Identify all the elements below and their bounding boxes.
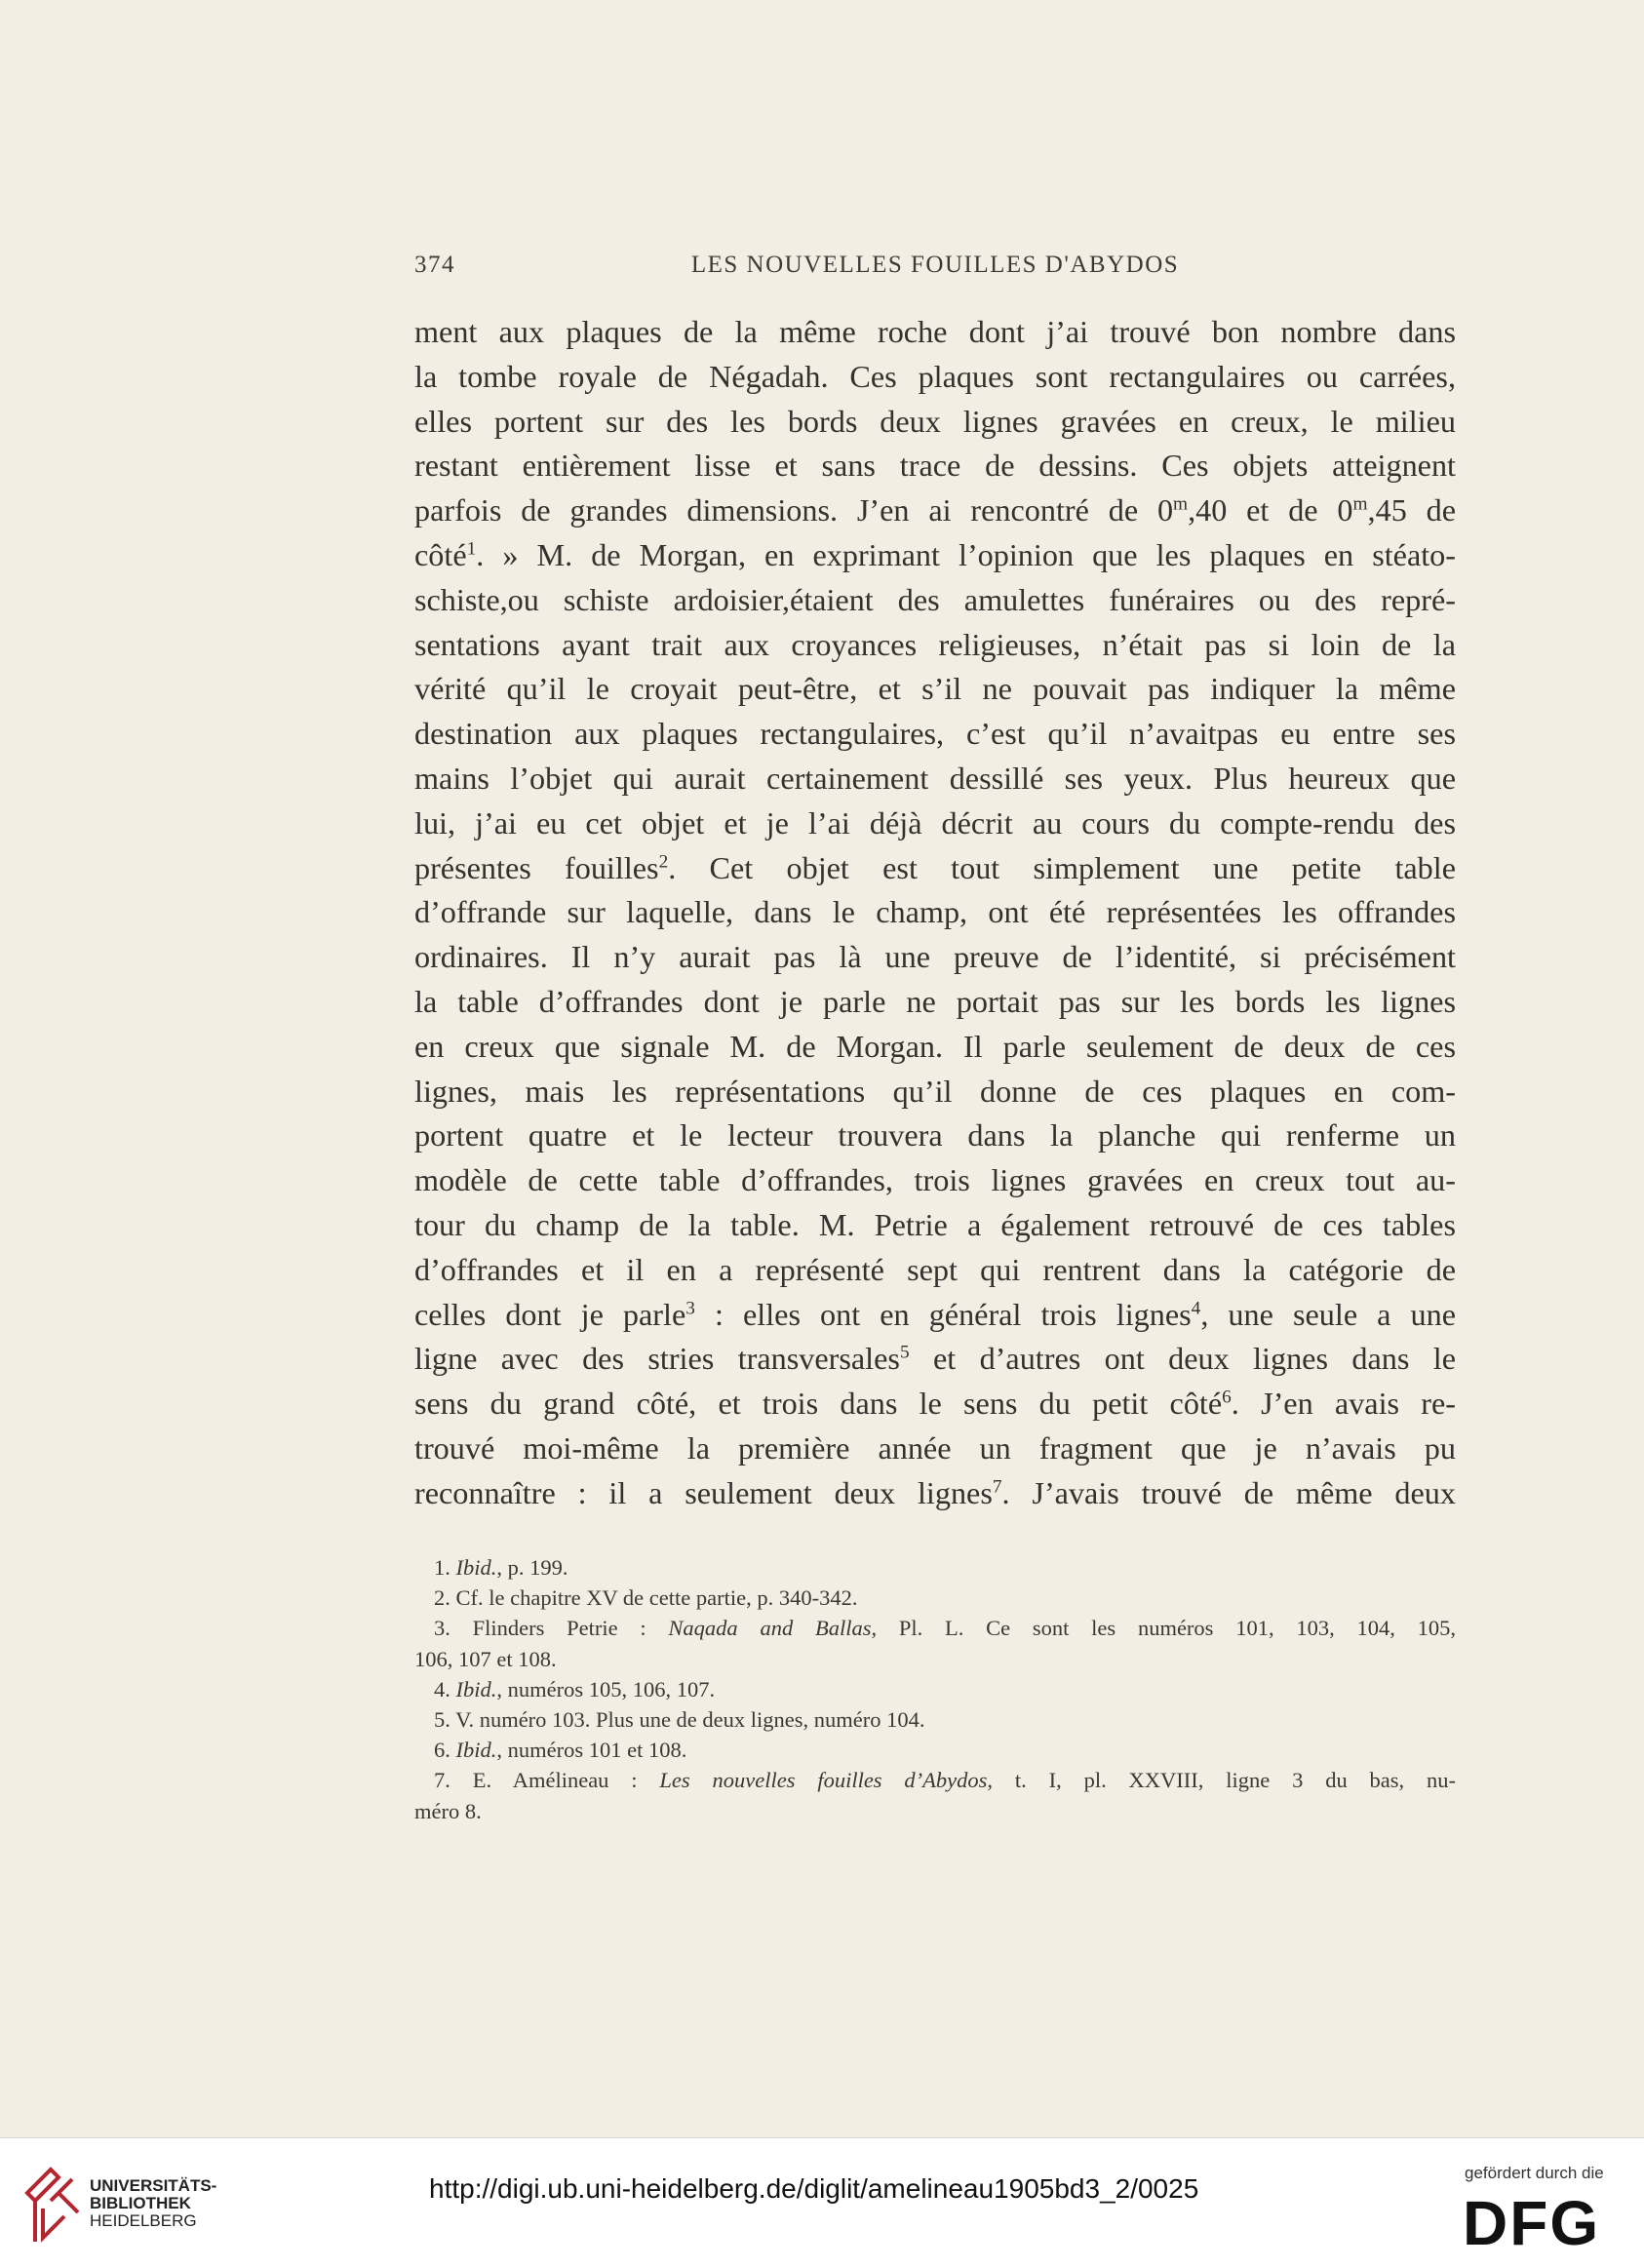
text-run: présentes fouilles xyxy=(414,849,659,885)
text-run: côté xyxy=(414,536,467,572)
footnote-text: Flinders Petrie : xyxy=(472,1616,669,1641)
footnote-ref: m xyxy=(1173,493,1189,515)
footnote-title: Les nouvelles fouilles d’Abydos xyxy=(659,1768,988,1793)
text-line xyxy=(414,355,1456,400)
body-text xyxy=(414,310,1456,1516)
footnote xyxy=(414,1704,1456,1735)
footer-bar xyxy=(0,2137,1644,2268)
text-run: ,40 et de 0 xyxy=(1188,492,1353,528)
footnote-text: Cf. le chapitre XV de cette partie, p. 340-342. xyxy=(455,1585,858,1611)
text-run: restant entièrement lisse et sans trace de dessins. Ces objets atteignent xyxy=(414,448,1456,484)
text-line xyxy=(414,890,1456,935)
library-name xyxy=(90,2177,216,2230)
text-run: d’offrande sur laquelle, dans le champ, ont été représentées les offrandes xyxy=(414,894,1456,930)
footnote-ref: 3 xyxy=(685,1297,695,1318)
text-run: . J’en avais re- xyxy=(1231,1386,1456,1422)
text-run: , une seule a une xyxy=(1200,1296,1456,1332)
text-line xyxy=(414,846,1456,891)
footnote-text: , numéros 101 et 108. xyxy=(496,1738,687,1763)
text-run: la table d’offrandes dont je parle ne portait pas sur les bords les lignes xyxy=(414,983,1456,1019)
dfg-logo: DFG xyxy=(1463,2188,1601,2258)
text-run: ligne avec des stries transversales xyxy=(414,1341,900,1377)
text-run: schiste,ou schiste ardoisier,étaient des amulettes funéraires ou des repré- xyxy=(414,581,1456,617)
footnote-ref: 7 xyxy=(992,1476,1002,1498)
footnote-body xyxy=(414,1738,686,1762)
footnote-body xyxy=(414,1768,1456,1792)
text-line xyxy=(414,667,1456,712)
text-line xyxy=(414,712,1456,757)
text-line xyxy=(414,400,1456,445)
footnote-ref: m xyxy=(1352,493,1368,515)
text-run: trouvé moi-même la première année un fragment que je n’avais pu xyxy=(414,1429,1456,1466)
footnote xyxy=(414,1583,1456,1613)
footnote-number: 6. xyxy=(434,1738,450,1763)
funder-label: gefördert durch die xyxy=(1465,2164,1604,2182)
footnote-title: Ibid. xyxy=(455,1555,497,1580)
text-run: portent quatre et le lecteur trouvera dans la planche qui renferme un xyxy=(414,1117,1456,1154)
text-run: lui, j’ai eu cet objet et je l’ai déjà décrit au cours du compte-rendu des xyxy=(414,804,1456,841)
page-header xyxy=(414,252,1456,291)
text-run: d’offrandes et il en a représenté sept qui rentrent dans la catégorie de xyxy=(414,1251,1456,1287)
footnote-body xyxy=(414,1585,857,1610)
text-line xyxy=(414,802,1456,846)
text-line xyxy=(414,935,1456,980)
footnote xyxy=(414,1735,1456,1765)
footnote-ref: 6 xyxy=(1222,1387,1232,1408)
footnote-ref: 1 xyxy=(466,538,477,560)
footnote-ref: 5 xyxy=(899,1342,910,1363)
footnote xyxy=(414,1674,1456,1704)
footnote-text: , t. I, pl. XXVIII, ligne 3 du bas, nu- xyxy=(987,1768,1457,1793)
text-line xyxy=(414,578,1456,623)
footnotes xyxy=(414,1552,1456,1826)
text-run: . J’avais trouvé de même deux xyxy=(1001,1474,1456,1510)
text-run: parfois de grandes dimensions. J’en ai rencontré de 0 xyxy=(414,492,1174,528)
footnote-number: 1. xyxy=(434,1555,450,1580)
text-line xyxy=(414,1427,1456,1471)
text-run: celles dont je parle xyxy=(414,1296,686,1332)
text-run: . » M. de Morgan, en exprimant l’opinion que les plaques en stéato- xyxy=(476,536,1456,572)
footnote-body xyxy=(414,1555,568,1580)
footnote-body xyxy=(414,1707,925,1732)
footnote xyxy=(414,1552,1456,1583)
library-name-line: BIBLIOTHEK xyxy=(90,2194,191,2212)
text-line xyxy=(414,1203,1456,1248)
text-line xyxy=(414,1382,1456,1427)
text-line xyxy=(414,1337,1456,1382)
text-run: . Cet objet est tout simplement une petite table xyxy=(668,849,1456,885)
library-logo-icon xyxy=(21,2164,82,2246)
footnote-continuation: méro 8. xyxy=(414,1798,482,1823)
text-line xyxy=(414,1158,1456,1203)
text-line xyxy=(414,1471,1456,1516)
text-run: la tombe royale de Négadah. Ces plaques sont rectangulaires ou carrées, xyxy=(414,358,1456,394)
text-run: vérité qu’il le croyait peut-être, et s’il ne pouvait pas indiquer la même xyxy=(414,671,1456,707)
footnote-text: , Pl. L. Ce sont les numéros 101, 103, 104, 105, xyxy=(871,1616,1456,1641)
footnote-number: 3. xyxy=(434,1616,450,1641)
text-line xyxy=(414,757,1456,802)
library-name-line: HEIDELBERG xyxy=(90,2211,197,2230)
library-name-line: UNIVERSITÄTS- xyxy=(90,2176,217,2195)
footnote-number: 7. xyxy=(434,1768,450,1793)
permalink-url[interactable]: http://digi.ub.uni-heidelberg.de/diglit/amelineau1905bd3_2/0025 xyxy=(429,2173,1199,2204)
footnote-continuation: 106, 107 et 108. xyxy=(414,1646,557,1671)
footnote-title: Ibid. xyxy=(455,1676,497,1701)
text-run: elles portent sur des les bords deux lignes gravées en creux, le milieu xyxy=(414,403,1456,439)
text-line xyxy=(414,980,1456,1025)
footnote-ref: 4 xyxy=(1191,1297,1201,1318)
text-line xyxy=(414,1248,1456,1293)
page-number: 374 xyxy=(414,252,455,278)
footnote-text: , numéros 105, 106, 107. xyxy=(496,1676,716,1701)
footnote-number: 2. xyxy=(434,1585,450,1611)
text-line xyxy=(414,1114,1456,1158)
text-line xyxy=(414,1070,1456,1114)
footnote xyxy=(414,1613,1456,1643)
footnote-title: Naqada and Ballas xyxy=(668,1616,872,1641)
text-line xyxy=(414,1025,1456,1070)
footnote-title: Ibid. xyxy=(455,1738,497,1763)
text-line xyxy=(414,623,1456,668)
text-line xyxy=(414,310,1456,355)
footnote xyxy=(414,1796,1456,1826)
text-run: : elles ont en général trois lignes xyxy=(694,1296,1192,1332)
footnote-number: 5. xyxy=(434,1707,450,1733)
footnote-text: V. numéro 103. Plus une de deux lignes, numéro 104. xyxy=(455,1707,925,1733)
footnote-number: 4. xyxy=(434,1676,450,1701)
footnote-body xyxy=(414,1677,715,1701)
text-run: en creux que signale M. de Morgan. Il parle seulement de deux de ces xyxy=(414,1028,1456,1064)
text-line xyxy=(414,1293,1456,1338)
text-line xyxy=(414,489,1456,533)
footnote-body xyxy=(414,1616,1456,1640)
text-run: ,45 de xyxy=(1367,492,1456,528)
text-run: destination aux plaques rectangulaires, c’est qu’il n’avaitpas eu entre ses xyxy=(414,716,1456,752)
text-run: et d’autres ont deux lignes dans le xyxy=(909,1341,1456,1377)
text-run: sentations ayant trait aux croyances religieuses, n’était pas si loin de la xyxy=(414,626,1456,662)
footnote-text: E. Amélineau : xyxy=(472,1768,660,1793)
text-run: tour du champ de la table. M. Petrie a également retrouvé de ces tables xyxy=(414,1206,1456,1242)
text-run: ment aux plaques de la même roche dont j’ai trouvé bon nombre dans xyxy=(414,314,1456,349)
footnote-text: , p. 199. xyxy=(496,1555,568,1580)
text-line xyxy=(414,533,1456,578)
footnote xyxy=(414,1644,1456,1674)
text-line xyxy=(414,444,1456,489)
footnote-ref: 2 xyxy=(658,850,669,872)
text-run: sens du grand côté, et trois dans le sens du petit côté xyxy=(414,1386,1223,1422)
text-run: reconnaître : il a seulement deux lignes xyxy=(414,1474,993,1510)
text-run: lignes, mais les représentations qu’il donne de ces plaques en com- xyxy=(414,1073,1456,1109)
text-run: ordinaires. Il n’y aurait pas là une preuve de l’identité, si précisément xyxy=(414,939,1456,975)
footnote xyxy=(414,1765,1456,1795)
text-run: mains l’objet qui aurait certainement dessillé ses yeux. Plus heureux que xyxy=(414,760,1456,796)
text-run: modèle de cette table d’offrandes, trois lignes gravées en creux tout au- xyxy=(414,1162,1456,1198)
running-title: LES NOUVELLES FOUILLES D'ABYDOS xyxy=(690,252,1180,278)
